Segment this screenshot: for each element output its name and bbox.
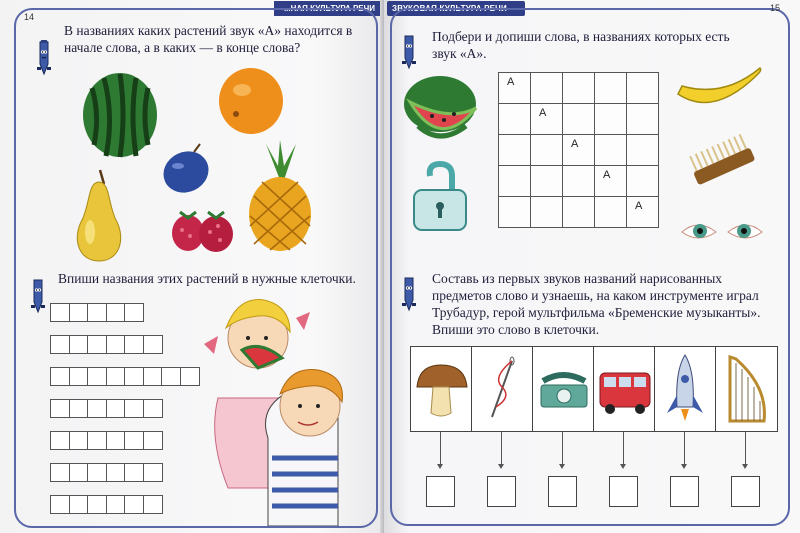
task3-instruction: Подбери и допиши слова, в названиях которых есть звук «А». xyxy=(432,29,730,61)
letter-cell[interactable] xyxy=(69,335,89,354)
orange-icon xyxy=(216,64,286,136)
word-grid-row xyxy=(50,495,161,514)
right-page xyxy=(384,0,800,533)
needle-icon xyxy=(472,347,533,431)
letter-cell[interactable] xyxy=(50,495,70,514)
answer-box[interactable] xyxy=(548,476,577,507)
letter-cell[interactable] xyxy=(143,431,163,450)
grid-cell[interactable] xyxy=(595,135,627,166)
letter-cell[interactable] xyxy=(106,431,126,450)
arrow-head xyxy=(620,464,626,469)
letter-cell[interactable] xyxy=(124,463,144,482)
grid-cell[interactable] xyxy=(563,197,595,228)
pencil-mascot-icon xyxy=(27,278,49,314)
grid-cell[interactable] xyxy=(499,135,531,166)
grid-cell[interactable] xyxy=(499,197,531,228)
task4-instruction: Составь из первых звуков названий нарисованных предметов слово и узнаешь, на каком инструменте играл Трубадур, герой мультфильма «Бременские музыканты». Впиши это слово в клеточки. xyxy=(432,271,761,337)
grid-cell[interactable] xyxy=(627,73,659,104)
pencil-mascot-icon xyxy=(398,34,420,70)
letter-cell[interactable] xyxy=(87,335,107,354)
letter-cell[interactable] xyxy=(106,303,126,322)
letter-cell[interactable] xyxy=(124,335,144,354)
grid-cell[interactable]: А xyxy=(531,104,563,135)
letter-cell[interactable] xyxy=(69,495,89,514)
arrow-line xyxy=(501,432,502,465)
picture-cell-rocket xyxy=(655,347,716,431)
letter-cell[interactable] xyxy=(69,431,89,450)
grid-cell[interactable] xyxy=(563,73,595,104)
left-page xyxy=(0,0,392,533)
word-grid-row xyxy=(50,399,161,418)
grid-cell[interactable] xyxy=(499,104,531,135)
letter-cell[interactable] xyxy=(87,495,107,514)
arrow-line xyxy=(684,432,685,465)
letter-cell[interactable] xyxy=(87,399,107,418)
children-eating-watermelon-illustration xyxy=(198,288,368,526)
letter-cell[interactable] xyxy=(87,463,107,482)
letter-cell[interactable] xyxy=(143,335,163,354)
plum-icon xyxy=(160,142,214,196)
right-page-header: ЗВУКОВАЯ КУЛЬТУРА РЕЧИ xyxy=(387,1,525,16)
letter-cell[interactable] xyxy=(143,367,163,386)
grid-cell[interactable]: А xyxy=(627,197,659,228)
pineapple-icon xyxy=(244,140,316,252)
letter-cell[interactable] xyxy=(50,399,70,418)
word-grid-row xyxy=(50,463,161,482)
rocket-icon xyxy=(655,347,716,431)
grid-cell[interactable] xyxy=(531,197,563,228)
pencil-mascot-icon xyxy=(33,40,55,76)
picture-cell-bus xyxy=(594,347,655,431)
watermelon-icon xyxy=(80,70,160,160)
letter-cell[interactable] xyxy=(143,399,163,418)
banana-icon xyxy=(674,64,766,116)
letter-cell[interactable] xyxy=(124,303,144,322)
left-page-number: 14 xyxy=(24,12,35,22)
answer-box[interactable] xyxy=(487,476,516,507)
picture-cell-harp xyxy=(716,347,777,431)
letter-cell[interactable] xyxy=(106,367,126,386)
task2-instruction: Впиши названия этих растений в нужные клеточки. xyxy=(58,271,356,286)
letter-cell[interactable] xyxy=(124,431,144,450)
letter-cell[interactable] xyxy=(124,399,144,418)
left-page-header: ...НАЯ КУЛЬТУРА РЕЧИ xyxy=(274,1,380,16)
picture-cell-mushroom xyxy=(411,347,472,431)
grid-cell[interactable] xyxy=(563,166,595,197)
pear-icon xyxy=(70,168,128,264)
telephone-icon xyxy=(533,347,594,431)
grid-cell[interactable]: А xyxy=(563,135,595,166)
grid-cell[interactable] xyxy=(499,166,531,197)
letter-cell[interactable] xyxy=(106,495,126,514)
grid-cell[interactable] xyxy=(595,197,627,228)
word-grid-row xyxy=(50,303,143,322)
letter-cell[interactable] xyxy=(124,495,144,514)
picture-cell-needle xyxy=(472,347,533,431)
harp-icon xyxy=(716,347,777,431)
raspberry-icon xyxy=(168,206,238,254)
letter-cell[interactable] xyxy=(69,367,89,386)
grid-cell[interactable] xyxy=(595,104,627,135)
letter-cell[interactable] xyxy=(124,367,144,386)
grid-cell[interactable] xyxy=(531,166,563,197)
arrow-line xyxy=(562,432,563,465)
letter-cell[interactable] xyxy=(106,463,126,482)
letter-cell[interactable] xyxy=(180,367,200,386)
letter-cell[interactable] xyxy=(50,463,70,482)
eyes-icon xyxy=(680,214,764,250)
answer-box[interactable] xyxy=(609,476,638,507)
arrow-line xyxy=(623,432,624,465)
right-page-number: 15 xyxy=(770,3,781,13)
grid-cell[interactable]: А xyxy=(499,73,531,104)
letter-cell[interactable] xyxy=(50,431,70,450)
arrow-head xyxy=(559,464,565,469)
letter-cell[interactable] xyxy=(143,463,163,482)
word-grid-row xyxy=(50,431,161,450)
word-grid-row xyxy=(50,335,161,354)
arrow-line xyxy=(440,432,441,465)
letter-cell[interactable] xyxy=(69,303,89,322)
letter-cell[interactable] xyxy=(50,303,70,322)
task1-instruction: В названиях каких растений звук «А» находится в начале слова, а в каких — в конце слова? xyxy=(64,23,353,55)
answer-box[interactable] xyxy=(426,476,455,507)
arrow-head xyxy=(498,464,504,469)
arrow-line xyxy=(745,432,746,465)
letter-cell[interactable] xyxy=(106,335,126,354)
arrow-head xyxy=(437,464,443,469)
grid-cell[interactable] xyxy=(627,166,659,197)
arrow-head xyxy=(681,464,687,469)
letter-grid xyxy=(498,72,659,228)
bus-icon xyxy=(594,347,655,431)
mushroom-icon xyxy=(411,347,472,431)
brush-icon xyxy=(684,132,758,186)
grid-cell[interactable] xyxy=(627,104,659,135)
grid-cell[interactable] xyxy=(627,135,659,166)
letter-cell[interactable] xyxy=(50,367,70,386)
picture-strip xyxy=(410,346,778,432)
letter-cell[interactable] xyxy=(69,399,89,418)
letter-cell[interactable] xyxy=(87,431,107,450)
letter-cell[interactable] xyxy=(50,335,70,354)
word-grid-row xyxy=(50,367,198,386)
grid-cell[interactable] xyxy=(563,104,595,135)
grid-cell[interactable] xyxy=(595,73,627,104)
grid-cell[interactable]: А xyxy=(595,166,627,197)
watermelon-slice-icon xyxy=(400,72,482,150)
answer-box[interactable] xyxy=(731,476,760,507)
letter-cell[interactable] xyxy=(69,463,89,482)
letter-cell[interactable] xyxy=(106,399,126,418)
letter-cell[interactable] xyxy=(161,367,181,386)
grid-cell[interactable] xyxy=(531,73,563,104)
grid-cell[interactable] xyxy=(531,135,563,166)
picture-cell-telephone xyxy=(533,347,594,431)
letter-cell[interactable] xyxy=(87,303,107,322)
letter-cell[interactable] xyxy=(87,367,107,386)
arrow-head xyxy=(742,464,748,469)
padlock-icon xyxy=(406,160,480,238)
pencil-mascot-icon xyxy=(398,276,420,312)
letter-cell[interactable] xyxy=(143,495,163,514)
answer-box[interactable] xyxy=(670,476,699,507)
